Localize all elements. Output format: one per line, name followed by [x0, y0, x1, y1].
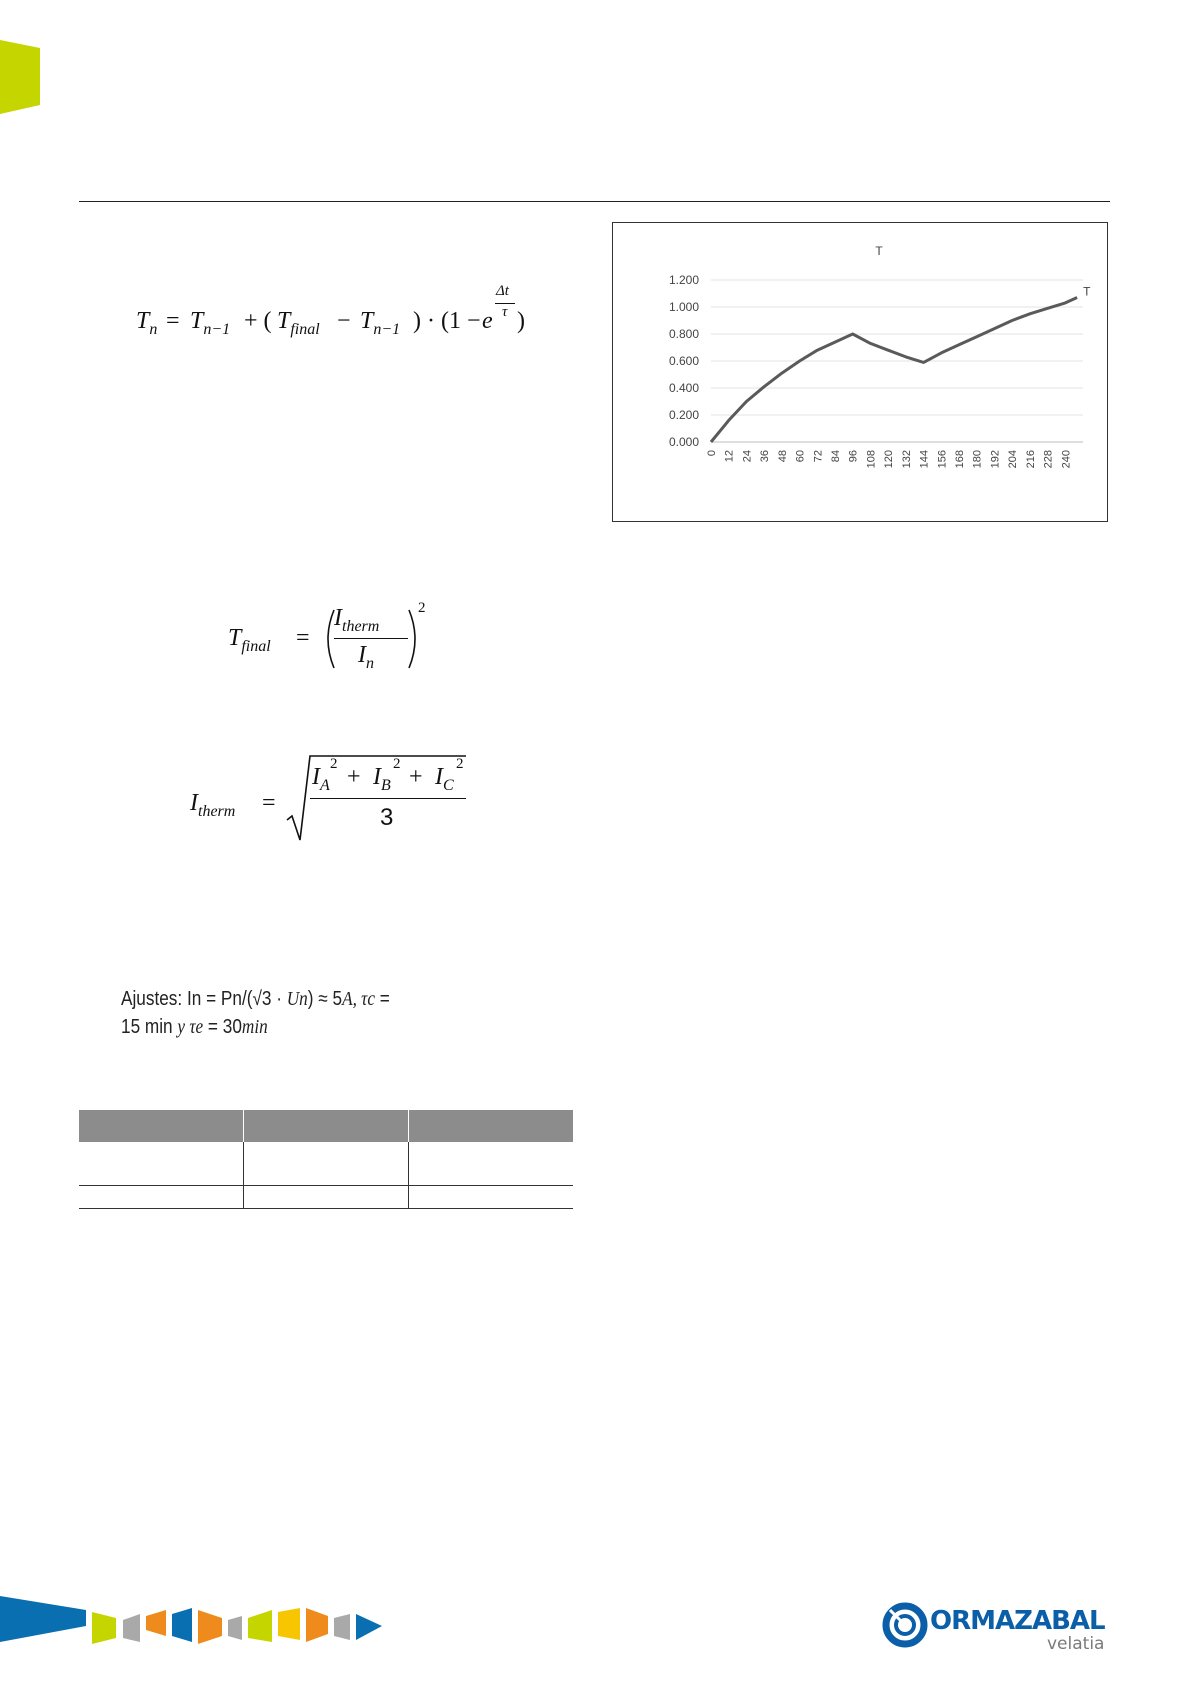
table-header-cell [244, 1110, 409, 1142]
x-tick-label: 36 [759, 450, 772, 463]
x-tick-label: 60 [794, 450, 807, 463]
x-tick-label: 204 [1007, 450, 1020, 469]
table-row [79, 1142, 573, 1186]
y-tick-label: 0.400 [668, 381, 699, 395]
x-tick-label: 228 [1042, 450, 1055, 469]
settings-line-1: Ajustes: In = Pn/(√3 · Un) ≈ 5A, τc = [121, 988, 390, 1010]
fraction-bar [334, 638, 408, 639]
header-rule [79, 201, 1110, 202]
x-tick-label: 108 [865, 450, 878, 469]
x-tick-label: 132 [900, 450, 913, 469]
series-label-T: T [1083, 284, 1091, 299]
table-cell [79, 1142, 244, 1186]
chart-title: T [875, 244, 883, 258]
x-tick-label: 24 [741, 450, 754, 463]
x-tick-label: 156 [936, 450, 949, 469]
equation-final-temperature: $T_{final}$ = $I_{therm}$ $I_n$ 2 [228, 600, 426, 672]
x-tick-label: 144 [918, 450, 931, 469]
results-table [79, 1110, 573, 1209]
equation-thermal-current: $I_{therm}$ = $I_A$ 2 + $I_B$ 2 + $I_C$ 2 3 [190, 750, 490, 850]
table-header-cell [79, 1110, 244, 1142]
y-tick-label: 0.000 [668, 435, 699, 449]
table-cell [244, 1142, 409, 1186]
x-tick-label: 192 [989, 450, 1002, 469]
chart-canvas [613, 223, 1107, 521]
y-tick-label: 1.000 [668, 300, 699, 314]
series-line-T [711, 298, 1077, 443]
settings-text [121, 985, 390, 1041]
x-tick-label: 120 [883, 450, 896, 469]
equation-temperature-recursion: $T_n$ = $T_{n-1}$ + ( $T_{final}$ − $T_{n-1}$ ) · (1 − e Δt τ ) [136, 283, 525, 338]
footer-decorative-band [0, 1590, 390, 1652]
x-tick-label: 12 [723, 450, 736, 463]
y-tick-label: 0.800 [668, 327, 699, 341]
y-tick-label: 0.200 [668, 408, 699, 422]
settings-line-2: 15 min y τe = 30min [121, 1016, 268, 1038]
ormazabal-logo [882, 1600, 1112, 1660]
table-cell [408, 1186, 573, 1209]
ormazabal-logo-icon [882, 1602, 928, 1648]
brand-name: ORMAZABAL [930, 1606, 1105, 1636]
temperature-chart [612, 222, 1108, 522]
table-header-row [79, 1110, 573, 1142]
y-tick-label: 1.200 [668, 273, 699, 287]
table-cell [244, 1186, 409, 1209]
right-paren [406, 608, 422, 670]
x-tick-label: 84 [830, 450, 842, 463]
table-cell [79, 1186, 244, 1209]
x-tick-label: 0 [706, 450, 718, 457]
corner-accent-tab [0, 40, 42, 115]
x-tick-label: 240 [1060, 450, 1073, 469]
y-tick-label: 0.600 [668, 354, 699, 368]
table-header-cell [408, 1110, 573, 1142]
table-cell [408, 1142, 573, 1186]
x-tick-label: 168 [954, 450, 966, 469]
table-row [79, 1186, 573, 1209]
x-tick-label: 216 [1024, 450, 1037, 469]
x-tick-label: 48 [776, 450, 789, 463]
brand-subtitle: velatia [1047, 1634, 1105, 1654]
fraction-bar [310, 798, 466, 799]
x-tick-label: 180 [971, 450, 984, 469]
x-tick-label: 96 [847, 450, 860, 463]
x-tick-label: 72 [812, 450, 825, 463]
